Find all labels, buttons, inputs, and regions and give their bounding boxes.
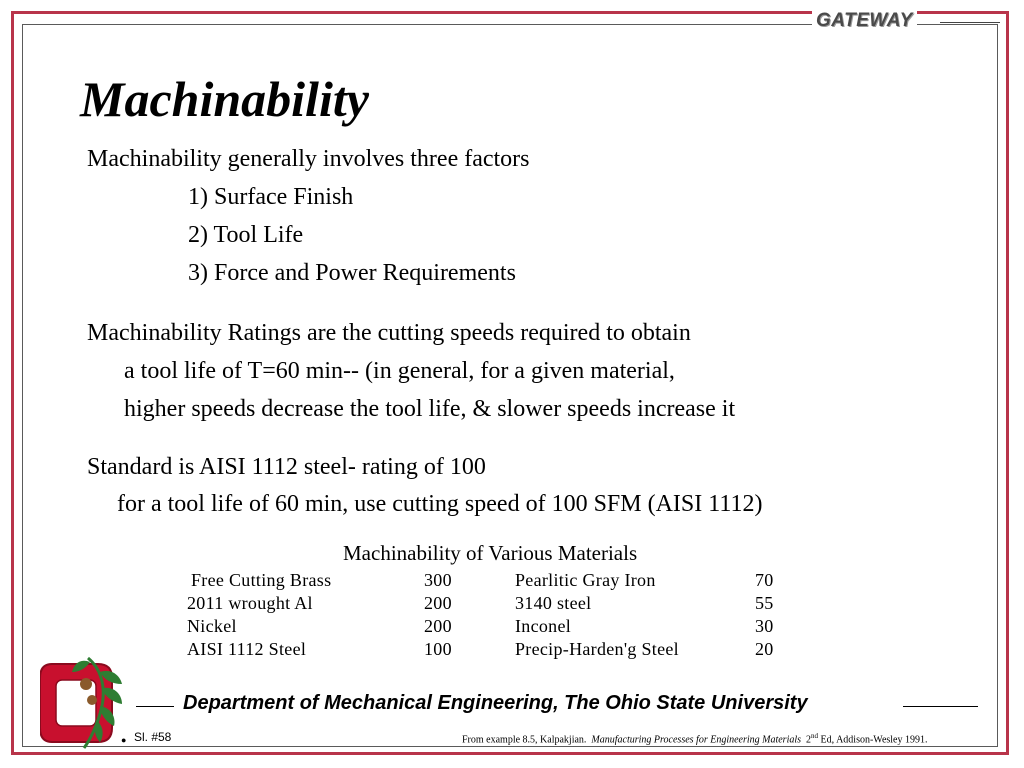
citation-prefix: From example 8.5, Kalpakjian. <box>462 734 587 746</box>
table-cell: 70 <box>755 570 774 590</box>
ohio-state-logo <box>40 654 127 750</box>
table-cell: Nickel <box>187 616 237 636</box>
gateway-brand: GATEWAY <box>812 10 917 32</box>
table-cell: 300 <box>424 570 452 590</box>
inner-frame <box>22 24 998 747</box>
table-cell: 55 <box>755 593 774 613</box>
table-cell: 30 <box>755 616 774 636</box>
table-cell: AISI 1112 Steel <box>187 639 307 659</box>
table-cell: 200 <box>424 616 452 636</box>
citation-suffix: Ed, Addison-Wesley 1991. <box>820 734 928 746</box>
standard-line: Standard is AISI 1112 steel- rating of 100 <box>87 454 486 480</box>
bullet-icon: ● <box>121 735 127 745</box>
ratings-line: Machinability Ratings are the cutting speeds required to obtain <box>87 320 691 346</box>
dept-rule-left <box>136 706 174 707</box>
factor-item: 1) Surface Finish <box>188 184 354 210</box>
table-cell: Precip-Harden'g Steel <box>515 639 679 659</box>
slide-number: Sl. #58 <box>134 730 172 744</box>
citation-edition-number: 2 <box>806 734 812 746</box>
table-cell: 200 <box>424 593 452 613</box>
table-cell: Inconel <box>515 616 572 636</box>
table-title: Machinability of Various Materials <box>343 541 638 565</box>
table-cell: 3140 steel <box>515 593 592 613</box>
factors-intro: Machinability generally involves three factors <box>87 146 530 172</box>
citation-title: Manufacturing Processes for Engineering Materials <box>591 734 802 746</box>
ratings-line: higher speeds decrease the tool life, & slower speeds increase it <box>124 396 736 422</box>
table-cell: 20 <box>755 639 774 659</box>
ratings-line: a tool life of T=60 min-- (in general, for a given material, <box>124 358 675 384</box>
table-cell: 2011 wrought Al <box>187 593 313 613</box>
citation-edition-suffix: nd <box>811 732 819 740</box>
factor-item: 2) Tool Life <box>188 222 304 248</box>
gateway-rule <box>940 22 1000 23</box>
department-name: Department of Mechanical Engineering, The Ohio State University <box>183 692 808 714</box>
slide-title: Machinability <box>80 71 369 127</box>
standard-line: for a tool life of 60 min, use cutting speed of 100 SFM (AISI 1112) <box>117 491 763 517</box>
dept-rule-right <box>903 706 978 707</box>
table-cell: 100 <box>424 639 452 659</box>
factor-item: 3) Force and Power Requirements <box>188 260 516 286</box>
table-cell: Free Cutting Brass <box>191 570 332 590</box>
table-cell: Pearlitic Gray Iron <box>515 570 656 590</box>
citation <box>462 732 928 745</box>
